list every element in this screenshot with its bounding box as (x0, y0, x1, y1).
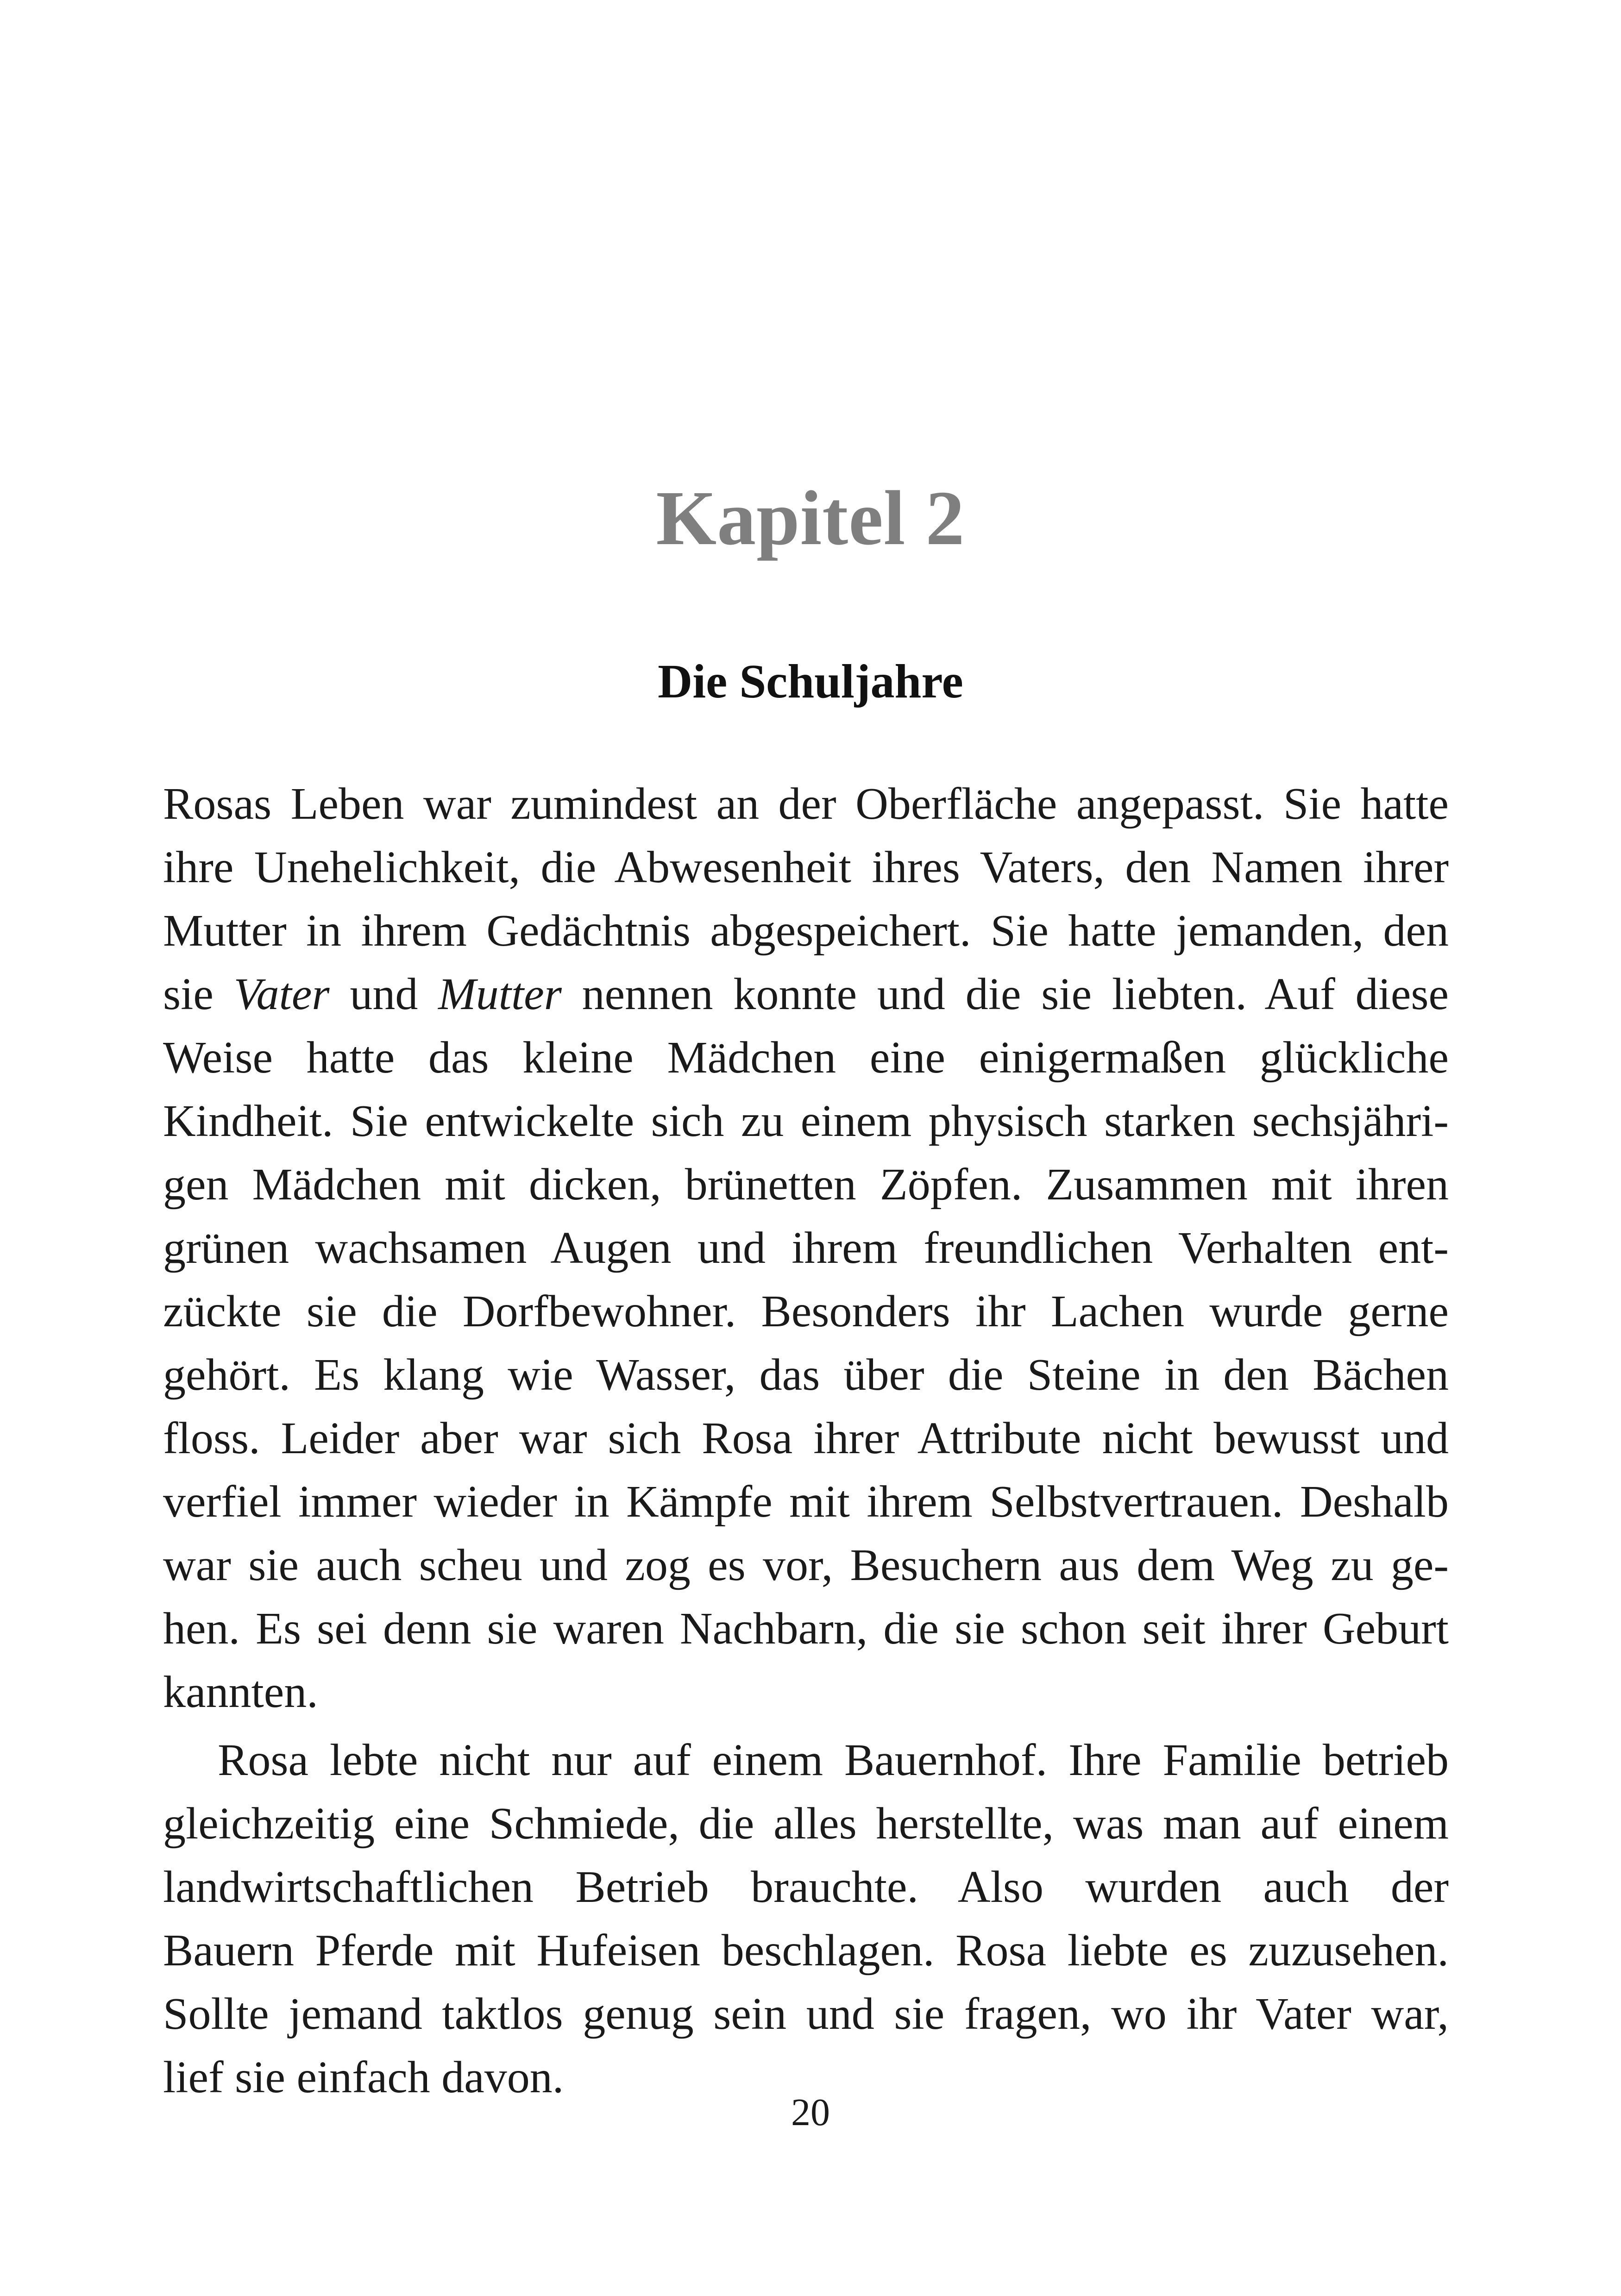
text-line: Kindheit. Sie entwickelte sich zu einem physisch starken sechsjähri- (163, 1096, 1449, 1146)
text-line: Rosa lebte nicht nur auf einem Bauernhof. Ihre Familie betrieb (218, 1735, 1449, 1785)
text-line: landwirtschaftlichen Betrieb brauchte. Also wurden auch der (163, 1862, 1449, 1912)
chapter-title: Die Schuljahre (658, 655, 963, 708)
text-line: Bauern Pferde mit Hufeisen beschlagen. Rosa liebte es zuzusehen. (163, 1926, 1449, 1976)
text-run: nennen konnte und die sie liebten. Auf diese (561, 969, 1449, 1019)
italic-word-vater: Vater (233, 969, 330, 1019)
paragraph-2 (163, 1729, 1449, 2109)
text-line: war sie auch scheu und zog es vor, Besuchern aus dem Weg zu ge- (163, 1540, 1449, 1590)
text-line: Sollte jemand taktlos genug sein und sie fragen, wo ihr Vater war, (163, 1989, 1449, 2039)
text-line: kannten. (163, 1667, 318, 1717)
text-line: grünen wachsamen Augen und ihrem freundlichen Verhalten ent- (163, 1223, 1449, 1273)
italic-word-mutter: Mutter (438, 969, 562, 1019)
body-text (163, 772, 1449, 2109)
text-line: Mutter in ihrem Gedächtnis abgespeichert. Sie hatte jemanden, den (163, 906, 1449, 956)
chapter-label: Kapitel 2 (656, 475, 965, 561)
text-line: zückte sie die Dorfbewohner. Besonders ihr Lachen wurde gerne (163, 1286, 1449, 1336)
text-line: Rosas Leben war zumindest an der Oberfläche angepasst. Sie hatte (163, 779, 1449, 829)
text-line: verfiel immer wieder in Kämpfe mit ihrem Selbstvertrauen. Deshalb (163, 1477, 1449, 1527)
text-run: und (329, 969, 439, 1019)
text-line: lief sie einfach davon. (163, 2052, 564, 2102)
text-line: gen Mädchen mit dicken, brünetten Zöpfen. Zusammen mit ihren (163, 1160, 1449, 1210)
text-line: ihre Unehelichkeit, die Abwesenheit ihres Vaters, den Namen ihrer (163, 842, 1449, 892)
text-run: sie (163, 969, 234, 1019)
paragraph-1 (163, 772, 1449, 1724)
page-number: 20 (791, 2091, 830, 2134)
paragraph-gap (163, 1724, 1449, 1729)
text-line (163, 963, 1449, 1026)
text-line: hen. Es sei denn sie waren Nachbarn, die sie schon seit ihrer Geburt (163, 1604, 1449, 1654)
text-line: Weise hatte das kleine Mädchen eine einigermaßen glückliche (163, 1033, 1449, 1083)
text-line: gleichzeitig eine Schmiede, die alles herstellte, was man auf einem (163, 1799, 1449, 1849)
text-line: gehört. Es klang wie Wasser, das über die Steine in den Bächen (163, 1350, 1449, 1400)
text-line: floss. Leider aber war sich Rosa ihrer Attribute nicht bewusst und (163, 1413, 1449, 1463)
